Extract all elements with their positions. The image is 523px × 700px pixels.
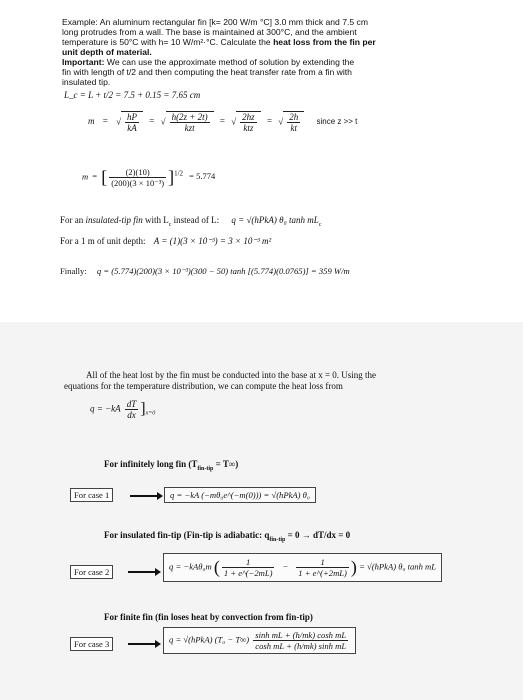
- ins-sub: fin-tip: [269, 536, 286, 543]
- insul-c-sub: c: [168, 221, 172, 228]
- dT: dT: [126, 399, 137, 409]
- unit-depth-line: [60, 236, 271, 246]
- two-hz: 2hz: [242, 112, 255, 122]
- problem-text-1: Example: An aluminum rectangular fin [k= 200 W/m °C] 3.0 mm thick and 7.5 cm: [62, 17, 369, 27]
- intro-line-2: equations for the temperature distribution, we can compute the heat loss from: [64, 381, 343, 391]
- example-panel: [0, 0, 523, 318]
- eq-sign: =: [92, 171, 98, 182]
- finite-fin-title: For finite fin (fin loses heat by convection from fin-tip): [104, 612, 313, 622]
- c3-lhs: q = √(hPkA) (T₀ − T∞): [169, 634, 250, 645]
- eq-sign: =: [219, 116, 225, 127]
- unit-a: For a 1 m of unit depth:: [60, 236, 146, 246]
- important-line-2: fin with length of t/2 and then computing the heat transfer rate from a fin with: [62, 67, 352, 77]
- c2-lhs: q = −kAθ₀m: [169, 561, 212, 572]
- final-a: Finally:: [60, 266, 87, 276]
- q-lhs: q = −kA: [90, 403, 121, 414]
- case-3-label: For case 3: [70, 637, 113, 651]
- case-2-label: For case 2: [70, 565, 113, 579]
- insul-eq-sub: c: [318, 221, 322, 228]
- case-3-equation: [163, 627, 356, 654]
- final-line: [60, 266, 350, 276]
- case-1-equation: q = −kA (−mθ₀e^(−m(0))) = √(hPkA) θ₀: [164, 487, 316, 503]
- c2-one-a: 1: [222, 557, 275, 568]
- unit-eq: A = (1)(3 × 10⁻³) = 3 × 10⁻³ m²: [153, 236, 272, 246]
- eq-sign: =: [266, 116, 273, 127]
- case-3-arrow: [128, 643, 156, 645]
- problem-text-2: long protrudes from a wall. The base is maintained at 300°C, and the ambient: [62, 27, 357, 37]
- m-value: = 5.774: [189, 171, 216, 182]
- insulated-tip-title: [104, 530, 350, 545]
- final-eq: q = (5.774)(200)(3 × 10⁻³)(300 − 50) tanh [(5.774)(0.0765)] = 359 W/m: [96, 266, 350, 276]
- problem-text-3: [62, 37, 376, 47]
- insul-eq: q = √(hPkA) θ₀ tanh mL: [231, 215, 319, 225]
- heat-loss-equation: q = −kA $\frac{dT}{dx}$ ]$_{x=0}$: [90, 399, 156, 420]
- intro-line-1: All of the heat lost by the fin must be conducted into the base at x = 0. Using the: [86, 370, 377, 380]
- important-line-3: insulated tip.: [62, 77, 111, 87]
- sqrt-h2z2t: √ $\frac{h(2z + 2t)}{\text{kzt}}$: [161, 111, 214, 133]
- c2-den-b: 1 + e^(+2mL): [298, 568, 347, 578]
- fin-cases-panel: [0, 322, 523, 700]
- case-1-arrow: [130, 495, 158, 497]
- two-h: 2h: [289, 112, 299, 122]
- insul-a: For an: [60, 215, 86, 225]
- long-title: For infinitely long fin (T: [104, 459, 198, 469]
- problem-text-4: unit depth of material.: [62, 47, 152, 57]
- x0: x=0: [145, 410, 156, 417]
- case-2-arrow: [128, 571, 156, 573]
- m-numeric: m = [ $\frac{(2)(10)}{\text{(200)(3 × 10⁻³)}}$ ]$^{1/2}$ = 5.774: [82, 167, 216, 188]
- c3-num: sinh mL + (h/mk) cosh mL: [255, 630, 347, 640]
- important-text: We can use the approximate method of solution by extending the: [104, 57, 355, 67]
- sqrt-2h: √ $\frac{2h}{kt}$: [278, 111, 304, 133]
- long-sub: fin-tip: [197, 465, 214, 472]
- insul-d: instead of L:: [171, 215, 220, 225]
- kzt: kzt: [184, 123, 195, 133]
- insul-c: with L: [142, 215, 169, 225]
- dx: dx: [127, 410, 136, 420]
- sqrt-hp-ka: √ $\frac{hP}{kA}$: [116, 111, 143, 133]
- long-fin-title: [104, 459, 238, 474]
- case-2-equation: q = −kAθ₀m ( $\frac{1}{1 + e\^{}(-2mL)}$ − $\frac{1}{1 + e\^{}(+2mL)}$ ) = √(hPkA) θ₀ tanh mL: [163, 553, 442, 582]
- c2-minus: −: [282, 561, 289, 572]
- c3-den: cosh mL + (h/mk) sinh mL: [255, 641, 347, 651]
- c2-rhs: = √(hPkA) θ₀ tanh mL: [359, 561, 436, 572]
- long-end: = T∞): [213, 459, 239, 469]
- important-label: Important:: [62, 57, 105, 67]
- m-equation: [88, 111, 357, 133]
- lc-equation: L_c = L + t/2 = 7.5 + 0.15 = 7.65 cm: [64, 90, 201, 100]
- ins-end: = 0 → dT/dx = 0: [285, 530, 351, 540]
- insul-b: insulated-tip fin: [85, 215, 143, 225]
- insulated-tip-line: [60, 215, 321, 230]
- ka: kA: [127, 123, 137, 133]
- case-1-label: For case 1: [70, 488, 113, 502]
- hp: hP: [127, 112, 138, 122]
- problem-text-3b: heat loss from the fin per: [273, 37, 376, 47]
- m-symbol: m: [88, 116, 95, 127]
- sqrt-2hz: √ $\frac{2hz}{\text{ktz}}$: [231, 111, 260, 133]
- eq-sign: =: [149, 116, 155, 127]
- since-note: since z >> t: [316, 117, 358, 127]
- c2-den-a: 1 + e^(−2mL): [223, 568, 273, 578]
- ktz: ktz: [243, 123, 254, 133]
- eq-sign: =: [102, 116, 108, 127]
- h2z2t: h(2z + 2t): [171, 112, 208, 122]
- m-symbol-2: m: [82, 171, 89, 182]
- m-num: (2)(10): [109, 167, 166, 178]
- m-exp: 1/2: [174, 169, 184, 178]
- problem-text-3a: temperature is 50°C with h= 10 W/m²·°C. Calculate the: [62, 37, 274, 47]
- ins-title: For insulated fin-tip (Fin-tip is adiabatic: q: [104, 530, 270, 540]
- kt: kt: [290, 123, 297, 133]
- important-line-1: [62, 57, 354, 67]
- c2-one-b: 1: [296, 557, 349, 568]
- m-den: (200)(3 × 10⁻³): [111, 178, 165, 188]
